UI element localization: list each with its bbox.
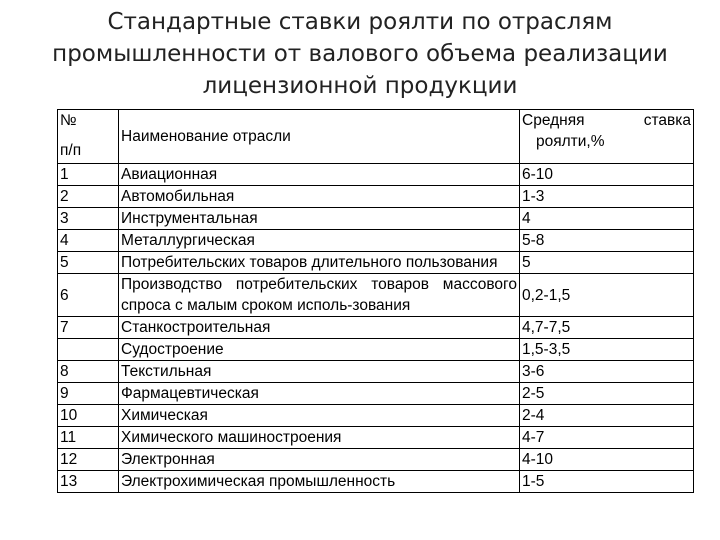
row-rate-cell: 4-10 bbox=[520, 449, 694, 471]
row-rate-cell: 4-7 bbox=[520, 427, 694, 449]
table-body bbox=[58, 110, 694, 493]
table-row bbox=[58, 471, 694, 493]
row-name-cell: Авиационная bbox=[119, 164, 520, 186]
row-number-cell: 9 bbox=[58, 383, 119, 405]
row-number-cell: 13 bbox=[58, 471, 119, 493]
row-rate-cell: 6-10 bbox=[520, 164, 694, 186]
row-rate-cell: 1,5-3,5 bbox=[520, 339, 694, 361]
table-row bbox=[58, 405, 694, 427]
table-row bbox=[58, 208, 694, 230]
row-name-cell: Автомобильная bbox=[119, 186, 520, 208]
title-line-1: Стандартные ставки роялти по отраслям bbox=[107, 9, 613, 35]
row-rate-cell: 3-6 bbox=[520, 361, 694, 383]
row-name-cell: Электронная bbox=[119, 449, 520, 471]
header-number-line-2: п/п bbox=[60, 142, 82, 159]
row-number-cell: 6 bbox=[58, 274, 119, 317]
row-name-cell: Фармацевтическая bbox=[119, 383, 520, 405]
table-row bbox=[58, 361, 694, 383]
header-number-cell bbox=[58, 110, 119, 164]
row-number-cell: 1 bbox=[58, 164, 119, 186]
row-rate-cell: 2-5 bbox=[520, 383, 694, 405]
row-number-cell: 8 bbox=[58, 361, 119, 383]
header-rate-line-2: роялти,% bbox=[536, 133, 605, 150]
table-row bbox=[58, 449, 694, 471]
row-rate-cell: 5 bbox=[520, 252, 694, 274]
row-name-cell: Электрохимическая промышленность bbox=[119, 471, 520, 493]
row-rate-cell: 2-4 bbox=[520, 405, 694, 427]
row-number-cell: 12 bbox=[58, 449, 119, 471]
row-number-cell bbox=[58, 339, 119, 361]
row-rate-cell: 4 bbox=[520, 208, 694, 230]
row-name-cell: Потребительских товаров длительного пользования bbox=[119, 252, 520, 274]
table-row bbox=[58, 339, 694, 361]
table-row bbox=[58, 274, 694, 317]
row-rate-cell: 1-5 bbox=[520, 471, 694, 493]
row-name-cell: Химическая bbox=[119, 405, 520, 427]
page-title bbox=[0, 6, 720, 102]
row-name-cell: Судостроение bbox=[119, 339, 520, 361]
row-rate-cell: 4,7-7,5 bbox=[520, 317, 694, 339]
row-number-cell: 11 bbox=[58, 427, 119, 449]
row-number-cell: 10 bbox=[58, 405, 119, 427]
royalty-table bbox=[57, 109, 694, 493]
row-number-cell: 5 bbox=[58, 252, 119, 274]
row-number-cell: 3 bbox=[58, 208, 119, 230]
row-rate-cell: 5-8 bbox=[520, 230, 694, 252]
title-line-2: промышленности от валового объема реализации bbox=[52, 41, 668, 67]
row-name-cell: Химического машиностроения bbox=[119, 427, 520, 449]
table-row bbox=[58, 186, 694, 208]
header-rate-line-1: Средняя ставка bbox=[522, 112, 691, 129]
table-row bbox=[58, 164, 694, 186]
row-name-cell: Металлургическая bbox=[119, 230, 520, 252]
row-rate-cell: 1-3 bbox=[520, 186, 694, 208]
row-number-cell: 4 bbox=[58, 230, 119, 252]
row-name-cell: Производство потребительских товаров массового спроса с малым сроком исполь-зования bbox=[119, 274, 520, 317]
header-name-cell bbox=[119, 110, 520, 164]
header-rate-cell bbox=[520, 110, 694, 164]
table-header-row bbox=[58, 110, 694, 164]
row-name-cell: Текстильная bbox=[119, 361, 520, 383]
table-row bbox=[58, 427, 694, 449]
table-row bbox=[58, 252, 694, 274]
title-line-3: лицензионной продукции bbox=[202, 73, 518, 99]
row-name-cell: Станкостроительная bbox=[119, 317, 520, 339]
row-rate-cell: 0,2-1,5 bbox=[520, 274, 694, 317]
table-row bbox=[58, 383, 694, 405]
row-number-cell: 2 bbox=[58, 186, 119, 208]
row-number-cell: 7 bbox=[58, 317, 119, 339]
table-row bbox=[58, 230, 694, 252]
header-name-label: Наименование отрасли bbox=[121, 128, 291, 145]
row-name-cell: Инструментальная bbox=[119, 208, 520, 230]
header-number-line-1: № bbox=[60, 112, 77, 129]
table-row bbox=[58, 317, 694, 339]
